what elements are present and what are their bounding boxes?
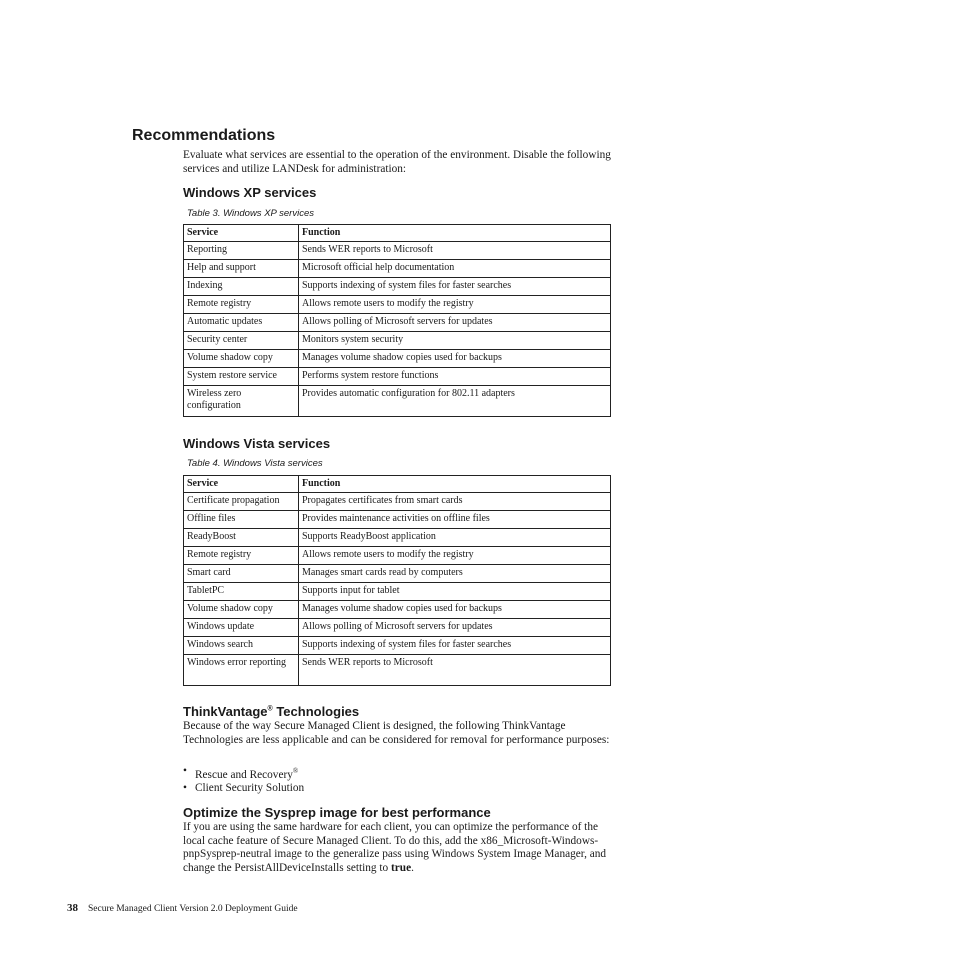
thinkvantage-list (183, 765, 613, 799)
xp-services-table (183, 224, 611, 417)
function-cell: Allows polling of Microsoft servers for updates (299, 619, 611, 637)
function-cell: Provides automatic configuration for 802.11 adapters (299, 386, 611, 417)
service-cell: Remote registry (184, 296, 299, 314)
function-cell: Sends WER reports to Microsoft (299, 242, 611, 260)
table-row (184, 386, 611, 417)
registered-mark: ® (267, 705, 273, 713)
section-heading: Recommendations (132, 127, 276, 144)
list-item-text: Rescue and Recovery (195, 768, 293, 781)
service-cell: Help and support (184, 260, 299, 278)
table-row (184, 332, 611, 350)
table-row (184, 583, 611, 601)
function-cell: Allows remote users to modify the registry (299, 296, 611, 314)
keyword-true: true (391, 862, 412, 875)
table-row (184, 565, 611, 583)
sysprep-text: If you are using the same hardware for each client, you can optimize the performance of the local cache feature of Secure Managed Client. To do this, add the x86_Microsoft-Windows-pnpSysprep-neutral image to the generalize pass using Windows System Image Manager, and change the PersistAllDeviceInstalls setting to (183, 821, 607, 875)
function-cell: Supports input for tablet (299, 583, 611, 601)
table-row (184, 350, 611, 368)
service-cell: ReadyBoost (184, 529, 299, 547)
vista-services-table (183, 475, 611, 686)
service-cell: TabletPC (184, 583, 299, 601)
service-cell: Volume shadow copy (184, 601, 299, 619)
service-cell: Windows error reporting (184, 655, 299, 686)
service-cell: Wireless zero configuration (184, 386, 299, 417)
table-row (184, 511, 611, 529)
table-row (184, 637, 611, 655)
table-row (184, 296, 611, 314)
service-cell: Windows update (184, 619, 299, 637)
service-cell: Remote registry (184, 547, 299, 565)
page-footer (67, 902, 298, 914)
table-row (184, 619, 611, 637)
table-row (184, 278, 611, 296)
column-header-function: Function (299, 476, 611, 493)
service-cell: Offline files (184, 511, 299, 529)
vista-table-caption: Table 4. Windows Vista services (187, 458, 323, 469)
function-cell: Microsoft official help documentation (299, 260, 611, 278)
registered-mark: ® (292, 767, 299, 775)
function-cell: Supports ReadyBoost application (299, 529, 611, 547)
function-cell: Propagates certificates from smart cards (299, 493, 611, 511)
service-cell: Smart card (184, 565, 299, 583)
service-cell: Indexing (184, 278, 299, 296)
service-cell: Volume shadow copy (184, 350, 299, 368)
thinkvantage-heading-text: ThinkVantage (183, 704, 268, 719)
sysprep-end: . (411, 862, 414, 875)
table-row (184, 601, 611, 619)
service-cell: Security center (184, 332, 299, 350)
table-row (184, 493, 611, 511)
column-header-function: Function (299, 225, 611, 242)
function-cell: Supports indexing of system files for faster searches (299, 278, 611, 296)
column-header-service: Service (184, 476, 299, 493)
function-cell: Allows remote users to modify the registry (299, 547, 611, 565)
function-cell: Supports indexing of system files for faster searches (299, 637, 611, 655)
service-cell: Automatic updates (184, 314, 299, 332)
table-row (184, 529, 611, 547)
table-row (184, 314, 611, 332)
thinkvantage-paragraph: Because of the way Secure Managed Client is designed, the following ThinkVantage Technologies are less applicable and can be considered for removal for performance purposes: (183, 720, 610, 746)
service-cell: Reporting (184, 242, 299, 260)
column-header-service: Service (184, 225, 299, 242)
table-row (184, 260, 611, 278)
footer-title: Secure Managed Client Version 2.0 Deployment Guide (88, 904, 298, 914)
table-row (184, 547, 611, 565)
function-cell: Sends WER reports to Microsoft (299, 655, 611, 686)
vista-services-heading: Windows Vista services (183, 436, 331, 451)
table-row (184, 655, 611, 686)
function-cell: Performs system restore functions (299, 368, 611, 386)
function-cell: Manages volume shadow copies used for backups (299, 350, 611, 368)
thinkvantage-heading-suffix: Technologies (272, 704, 360, 719)
list-item-text: Client Security Solution (195, 782, 305, 794)
page-number: 38 (67, 902, 78, 914)
table-row (184, 368, 611, 386)
function-cell: Monitors system security (299, 332, 611, 350)
function-cell: Provides maintenance activities on offline files (299, 511, 611, 529)
service-cell: Certificate propagation (184, 493, 299, 511)
table-header-row (184, 476, 611, 493)
intro-paragraph: Evaluate what services are essential to the operation of the environment. Disable the following services and utilize LANDesk for administration: (183, 149, 611, 175)
function-cell: Allows polling of Microsoft servers for updates (299, 314, 611, 332)
list-item (183, 765, 613, 782)
bullet-icon: • (183, 765, 187, 777)
table-header-row (184, 225, 611, 242)
table-row (184, 242, 611, 260)
list-item (183, 782, 613, 799)
function-cell: Manages volume shadow copies used for backups (299, 601, 611, 619)
xp-table-caption: Table 3. Windows XP services (187, 208, 314, 219)
service-cell: Windows search (184, 637, 299, 655)
bullet-icon: • (183, 782, 187, 794)
xp-services-heading: Windows XP services (183, 185, 317, 200)
sysprep-paragraph (183, 821, 613, 876)
thinkvantage-heading (183, 704, 359, 719)
function-cell: Manages smart cards read by computers (299, 565, 611, 583)
service-cell: System restore service (184, 368, 299, 386)
sysprep-heading: Optimize the Sysprep image for best performance (183, 805, 491, 820)
